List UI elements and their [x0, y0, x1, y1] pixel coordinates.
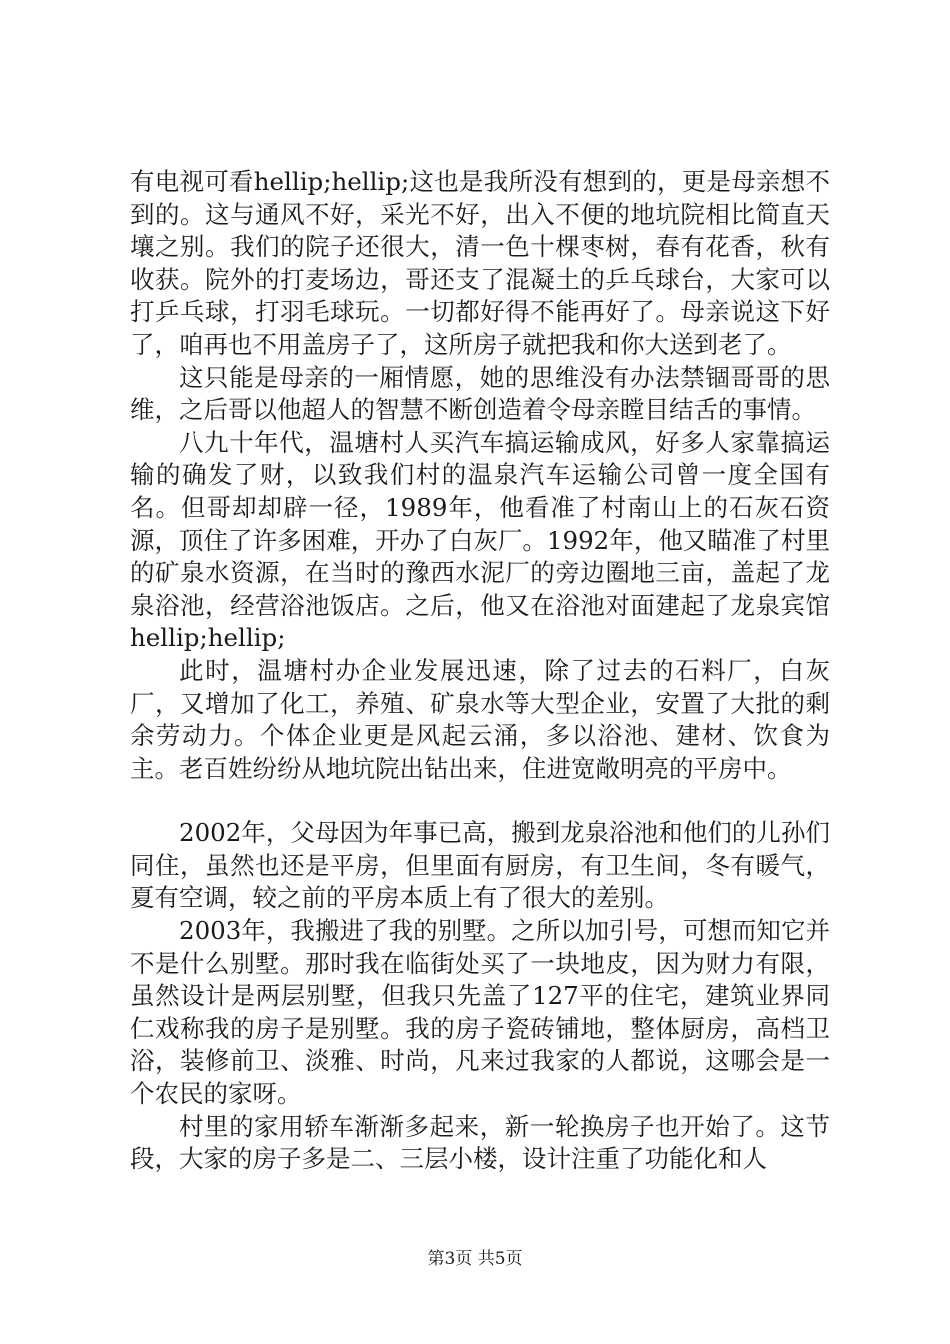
- page-footer: 第3页 共5页: [427, 1249, 523, 1269]
- document-body: [130, 166, 830, 1176]
- paragraph-2002: 2002年，父母因为年事已高，搬到龙泉浴池和他们的儿孙们同住，虽然也还是平房，但里面有厨房，有卫生间，冬有暖气，夏有空调，较之前的平房本质上有了很大的差别。: [130, 818, 830, 913]
- paragraph-2003: 2003年，我搬进了我的别墅。之所以加引号，可想而知它并不是什么别墅。那时我在临街处买了一块地皮，因为财力有限，虽然设计是两层别墅，但我只先盖了127平的住宅，建筑业界同仁戏称我的房子是别墅。我的房子瓷砖铺地，整体厨房，高档卫浴，装修前卫、淡雅、时尚，凡来过我家的人都说，这哪会是一个农民的家呀。: [130, 916, 830, 1109]
- paragraph-eighties-nineties: 八九十年代，温塘村人买汽车搞运输成风，好多人家靠搞运输的确发了财，以致我们村的温泉汽车运输公司曾一度全国有名。但哥却却辟一径，1989年，他看准了村南山上的石灰石资源，顶住了许多困难，开办了白灰厂。1992年，他又瞄准了村里的矿泉水资源，在当时的豫西水泥厂的旁边圈地三亩，盖起了龙泉浴池，经营浴池饭店。之后，他又在浴池对面建起了龙泉宾馆hellip;hellip;: [130, 427, 830, 653]
- paragraph-cars-and-houses: 村里的家用轿车渐渐多起来，新一轮换房子也开始了。这节段，大家的房子多是二、三层小楼，设计注重了功能化和人: [130, 1111, 830, 1174]
- paragraph-village-enterprises: 此时，温塘村办企业发展迅速，除了过去的石料厂，白灰厂，又增加了化工，养殖、矿泉水等大型企业，安置了大批的剩余劳动力。个体企业更是风起云涌，多以浴池、建材、饮食为主。老百姓纷纷从地坑院出钻出来，住进宽敞明亮的平房中。: [130, 655, 830, 783]
- paragraph-mother-wish: 这只能是母亲的一厢情愿，她的思维没有办法禁锢哥哥的思维，之后哥以他超人的智慧不断创造着令母亲瞠目结舌的事情。: [130, 362, 830, 425]
- paragraph-tv-and-courtyard: 有电视可看hellip;hellip;这也是我所没有想到的，更是母亲想不到的。这与通风不好，采光不好，出入不便的地坑院相比简直天壤之别。我们的院子还很大，清一色十棵枣树，春有花香，秋有收获。院外的打麦场边，哥还支了混凝土的乒乓球台，大家可以打乒乓球，打羽毛球玩。一切都好得不能再好了。母亲说这下好了，咱再也不用盖房子了，这所房子就把我和你大送到老了。: [130, 167, 830, 359]
